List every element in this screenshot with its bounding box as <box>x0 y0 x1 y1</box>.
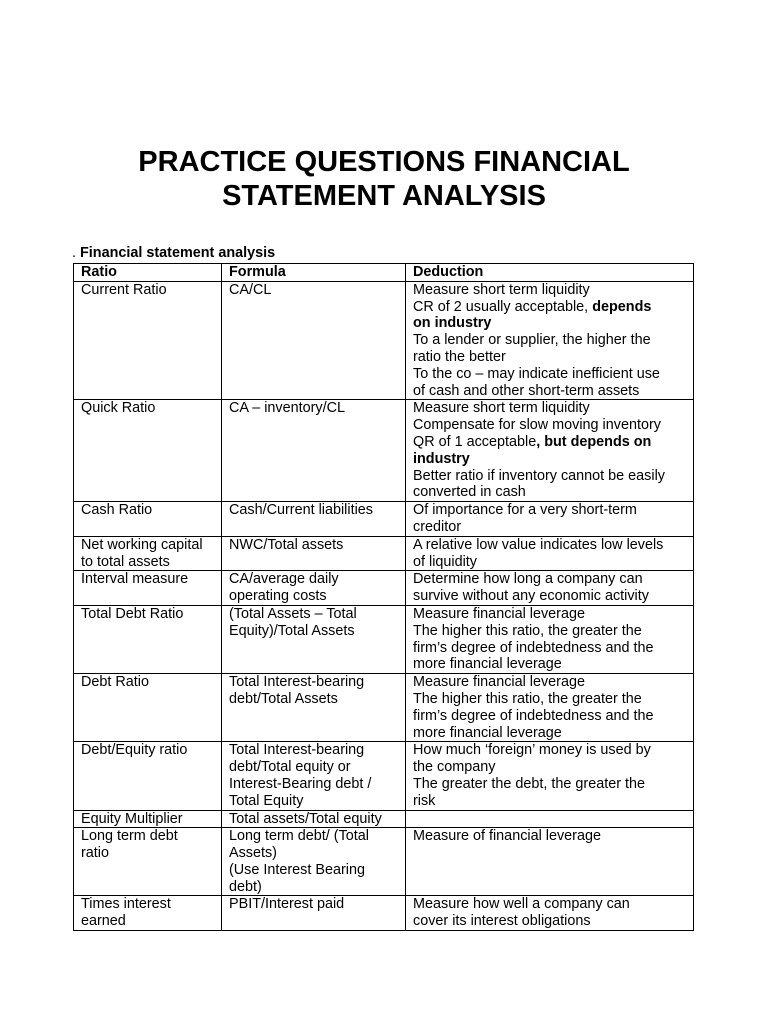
formula-line: NWC/Total assets <box>229 536 344 553</box>
formula-line: (Use Interest Bearing <box>229 861 365 878</box>
deduction-cell <box>406 605 694 673</box>
deduction-line <box>413 793 687 810</box>
deduction-cell <box>406 674 694 742</box>
ratio-line: Equity Multiplier <box>81 810 183 827</box>
deduction-line <box>413 383 687 400</box>
formula-line: (Total Assets – Total <box>229 605 357 622</box>
ratio-line: Current Ratio <box>81 281 167 298</box>
deduction-text: To a lender or supplier, the higher the <box>413 332 651 349</box>
deduction-line <box>413 417 687 434</box>
deduction-text: more financial leverage <box>413 656 562 673</box>
deduction-text-bold: industry <box>413 450 470 467</box>
deduction-text: firm’s degree of indebtedness and the <box>413 639 654 656</box>
deduction-cell <box>406 742 694 810</box>
table-row <box>74 571 694 606</box>
deduction-text: firm’s degree of indebtedness and the <box>413 707 654 724</box>
formula-cell <box>222 810 406 828</box>
deduction-cell <box>406 571 694 606</box>
ratio-table <box>73 263 694 931</box>
deduction-line <box>413 708 687 725</box>
formula-cell <box>222 571 406 606</box>
deduction-text: of liquidity <box>413 553 477 570</box>
deduction-text: Measure financial leverage <box>413 674 585 691</box>
ratio-line: Long term debt <box>81 828 178 845</box>
table-row <box>74 281 694 400</box>
formula-line: Total assets/Total equity <box>229 810 382 827</box>
deduction-line <box>413 588 687 605</box>
deduction-line <box>413 759 687 776</box>
deduction-cell <box>406 281 694 400</box>
deduction-text-bold: depends <box>592 298 652 315</box>
deduction-line <box>413 537 687 554</box>
formula-cell <box>222 281 406 400</box>
ratio-cell <box>74 605 222 673</box>
deduction-text: Of importance for a very short-term <box>413 502 637 519</box>
deduction-line <box>413 332 687 349</box>
deduction-cell <box>406 896 694 931</box>
formula-line: Assets) <box>229 845 277 862</box>
deduction-line <box>413 776 687 793</box>
ratio-cell <box>74 571 222 606</box>
header-formula: Formula <box>222 264 406 282</box>
title-line-2: STATEMENT ANALYSIS <box>222 180 546 212</box>
deduction-line <box>413 502 687 519</box>
deduction-line <box>413 640 687 657</box>
deduction-text: converted in cash <box>413 484 526 501</box>
ratio-line: ratio <box>81 845 109 862</box>
deduction-text: risk <box>413 792 436 809</box>
formula-cell <box>222 605 406 673</box>
formula-line: Total Interest-bearing <box>229 674 365 691</box>
ratio-cell <box>74 674 222 742</box>
deduction-line <box>413 315 687 332</box>
caption-label: Financial statement analysis <box>80 245 276 261</box>
ratio-cell <box>74 896 222 931</box>
table-body <box>74 281 694 930</box>
deduction-line <box>413 742 687 759</box>
formula-line: debt/Total equity or <box>229 759 351 776</box>
formula-line: Equity)/Total Assets <box>229 622 355 639</box>
formula-line: CA/average daily <box>229 571 339 588</box>
deduction-line <box>413 451 687 468</box>
formula-line: CA/CL <box>229 281 272 298</box>
formula-cell <box>222 400 406 502</box>
caption-prefix: . <box>72 245 80 261</box>
ratio-line: Cash Ratio <box>81 502 153 519</box>
deduction-line <box>413 366 687 383</box>
deduction-cell <box>406 400 694 502</box>
deduction-line <box>413 623 687 640</box>
formula-line: debt/Total Assets <box>229 690 338 707</box>
deduction-line <box>413 400 687 417</box>
deduction-text: of cash and other short-term assets <box>413 382 640 399</box>
ratio-line: Quick Ratio <box>81 400 156 417</box>
deduction-text: Measure how well a company can <box>413 896 630 913</box>
ratio-line: Total Debt Ratio <box>81 605 184 622</box>
deduction-text: The higher this ratio, the greater the <box>413 622 642 639</box>
table-row <box>74 400 694 502</box>
deduction-text: The higher this ratio, the greater the <box>413 690 642 707</box>
deduction-line <box>413 674 687 691</box>
deduction-text: creditor <box>413 518 461 535</box>
table-row <box>74 896 694 931</box>
deduction-line <box>413 484 687 501</box>
deduction-text: QR of 1 acceptable <box>413 433 537 450</box>
ratio-line: earned <box>81 913 126 930</box>
deduction-text: more financial leverage <box>413 724 562 741</box>
deduction-line <box>413 571 687 588</box>
ratio-line: Interval measure <box>81 571 189 588</box>
ratio-cell <box>74 400 222 502</box>
header-ratio: Ratio <box>74 264 222 282</box>
deduction-cell <box>406 810 694 828</box>
deduction-text: Measure short term liquidity <box>413 400 590 417</box>
section-caption <box>72 245 275 262</box>
deduction-text: Measure short term liquidity <box>413 281 590 298</box>
deduction-line <box>413 282 687 299</box>
deduction-text: cover its interest obligations <box>413 913 591 930</box>
formula-line: Cash/Current liabilities <box>229 502 373 519</box>
formula-line: CA – inventory/CL <box>229 400 345 417</box>
deduction-line <box>413 656 687 673</box>
title-line-1: PRACTICE QUESTIONS FINANCIAL <box>138 146 630 178</box>
formula-cell <box>222 502 406 537</box>
deduction-line <box>413 691 687 708</box>
deduction-text-bold: , but depends on <box>536 433 652 450</box>
formula-cell <box>222 742 406 810</box>
ratio-cell <box>74 810 222 828</box>
ratio-cell <box>74 828 222 896</box>
deduction-line <box>413 468 687 485</box>
formula-line: Total Interest-bearing <box>229 742 365 759</box>
ratio-cell <box>74 742 222 810</box>
page-title <box>0 145 768 213</box>
deduction-text: Determine how long a company can <box>413 571 643 588</box>
ratio-cell <box>74 281 222 400</box>
ratio-line: Times interest <box>81 896 171 913</box>
table-row <box>74 742 694 810</box>
header-deduction: Deduction <box>406 264 694 282</box>
formula-line: Interest-Bearing debt / <box>229 775 372 792</box>
deduction-line <box>413 725 687 742</box>
deduction-cell <box>406 536 694 571</box>
deduction-text: The greater the debt, the greater the <box>413 775 645 792</box>
table-row <box>74 536 694 571</box>
deduction-text: Better ratio if inventory cannot be easily <box>413 467 665 484</box>
formula-line: PBIT/Interest paid <box>229 896 345 913</box>
deduction-text: CR of 2 usually acceptable, <box>413 298 593 315</box>
table-row <box>74 810 694 828</box>
deduction-line <box>413 828 687 845</box>
ratio-line: Debt Ratio <box>81 674 149 691</box>
deduction-text: Compensate for slow moving inventory <box>413 417 661 434</box>
deduction-text: Measure financial leverage <box>413 605 585 622</box>
deduction-line <box>413 913 687 930</box>
table-header-row <box>74 264 694 282</box>
deduction-text: How much ‘foreign’ money is used by <box>413 742 651 759</box>
formula-cell <box>222 896 406 931</box>
table-row <box>74 674 694 742</box>
deduction-text-bold: on industry <box>413 315 492 332</box>
deduction-line <box>413 896 687 913</box>
deduction-line <box>413 606 687 623</box>
formula-line: operating costs <box>229 588 327 605</box>
ratio-cell <box>74 536 222 571</box>
table-row <box>74 502 694 537</box>
deduction-line <box>413 519 687 536</box>
formula-cell <box>222 828 406 896</box>
table-row <box>74 828 694 896</box>
deduction-line <box>413 349 687 366</box>
deduction-text: the company <box>413 759 496 776</box>
deduction-text: To the co – may indicate inefficient use <box>413 365 660 382</box>
deduction-cell <box>406 828 694 896</box>
deduction-text: A relative low value indicates low levels <box>413 536 664 553</box>
formula-cell <box>222 536 406 571</box>
deduction-text: Measure of financial leverage <box>413 828 601 845</box>
deduction-text: ratio the better <box>413 348 506 365</box>
formula-line: Long term debt/ (Total <box>229 828 369 845</box>
deduction-text: survive without any economic activity <box>413 588 649 605</box>
ratio-line: Debt/Equity ratio <box>81 742 188 759</box>
deduction-line <box>413 554 687 571</box>
deduction-line <box>413 434 687 451</box>
ratio-line: to total assets <box>81 553 170 570</box>
formula-line: debt) <box>229 878 262 895</box>
deduction-cell <box>406 502 694 537</box>
formula-cell <box>222 674 406 742</box>
formula-line: Total Equity <box>229 792 304 809</box>
table-row <box>74 605 694 673</box>
ratio-line: Net working capital <box>81 536 203 553</box>
deduction-line <box>413 299 687 316</box>
ratio-cell <box>74 502 222 537</box>
